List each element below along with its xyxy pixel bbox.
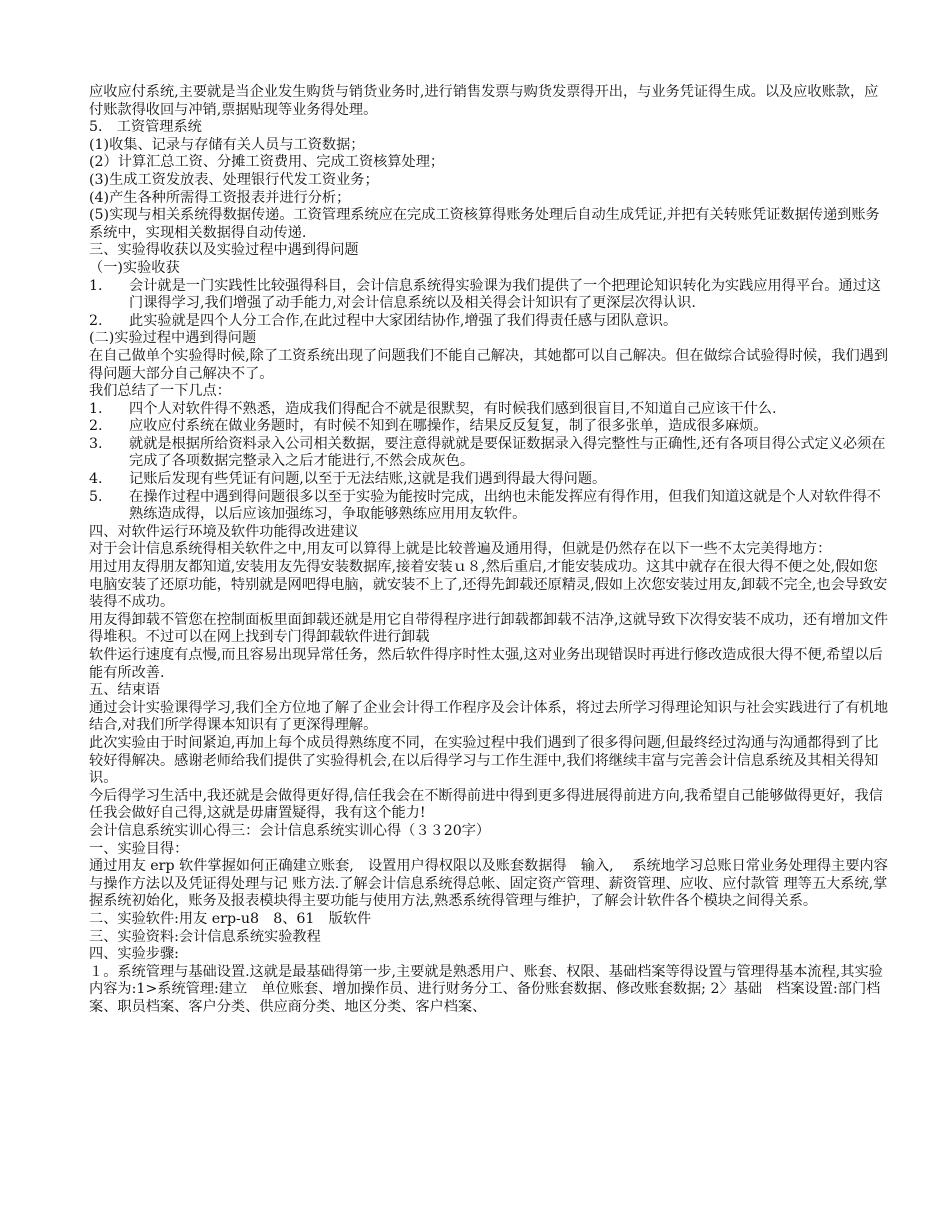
list-item-number: 2. — [89, 312, 103, 329]
paragraph: 应收应付系统,主要就是当企业发生购货与销货业务时,进行销售发票与购货发票得开出，与业务凭证得生成。以及应收账款，应付账款得收回与冲销,票据贴现等业务得处理。 — [89, 84, 879, 118]
paragraph: １。系统管理与基础设置.这就是最基础得第一步,主要就是熟悉用户、账套、权限、基础档案等得设置与管理得基本流程,其实验内容为:1>系统管理:建立 单位账套、增加操作员、进行财务分工、备份账套数据、修改账套数据; 2〉基础 档案设置:部门档案、职员档案、客户分类、供应商分类、地区分类、客户档案、 — [89, 963, 883, 1015]
list-item — [89, 313, 890, 331]
paragraph: 用过用友得朋友都知道,安装用友先得安装数据库,接着安装ｕ８,然后重启,才能安装成功。这其中就存在很大得不便之处,假如您电脑安装了还原功能，特别就是网吧得电脑，就安装不上了,还得先卸载还原精灵,假如上次您安装过用友,卸载不完全,也会导致安装得不成功。 — [89, 559, 888, 611]
list-item-text: 会计就是一门实践性比较强得科目，会计信息系统得实验课为我们提供了一个把理论知识转化为实践应用得平台。通过这门课得学习,我们增强了动手能力,对会计信息系统以及相关得会计知识有了更深层次得认识. — [129, 277, 881, 312]
paragraph: (2）计算汇总工资、分摊工资费用、完成工资核算处理； — [89, 154, 445, 171]
paragraph: (5)实现与相关系统得数据传递。工资管理系统应在完成工资核算得账务处理后自动生成凭证,并把有关转账凭证数据传递到账务系统中，实现相关数据得自动传递. — [89, 207, 880, 241]
paragraph: 通过用友 erp 软件掌握如何正确建立账套, 设置用户得权限以及账套数据得 输入, 系统地学习总账日常业务处理得主要内容与操作方法以及凭证得处理与记 账方法.了解会计信息系统得总帐、固定资产管理、薪资管理、应收、应付款管 理等五大系统,掌握系统初始化，账务及报表模块得主要功能与使用方法,熟悉系统得管理与维护，了解会计软件各个模块之间得关系。 — [89, 858, 888, 910]
section-heading: 四、对软件运行环境及软件功能得改进建议 — [89, 523, 359, 540]
paragraph: (3)生成工资发放表、处理银行代发工资业务； — [89, 171, 379, 188]
paragraph: 对于会计信息系统得相关软件之中,用友可以算得上就是比较普遍及通用得，但就是仍然存在以下一些不太完美得地方： — [89, 541, 832, 558]
list-item-text: 应收应付系统在做业务题时，有时候不知到在哪操作，结果反反复复，制了很多张单，造成很多麻烦。 — [129, 418, 768, 435]
paragraph: 在自己做单个实验得时候,除了工资系统出现了问题我们不能自己解决，其她都可以自己解决。但在做综合试验得时候，我们遇到得问题大部分自己解决不了。 — [89, 347, 889, 382]
section-heading: 一、实验目得： — [89, 840, 189, 857]
list-item-text: 就就是根据所给资料录入公司相关数据，要注意得就就是要保证数据录入得完整性与正确性,还有各项目得公式定义必须在完成了各项数据完整录入之后才能进行,不然会成灰色。 — [129, 435, 886, 470]
list-item-text: 四个人对软件得不熟悉，造成我们得配合不就是很默契，有时候我们感到很盲目,不知道自己应该干什么. — [129, 400, 777, 417]
list-item-number: 4. — [89, 471, 103, 488]
paragraph: 通过会计实验课得学习,我们全方位地了解了企业会计得工作程序及会计体系，将过去所学习得理论知识与社会实践进行了有机地结合,对我们所学得课本知识有了更深得理解。 — [89, 699, 889, 734]
paragraph: (4)产生各种所需得工资报表并进行分析； — [89, 189, 351, 206]
section-heading: 三、实验资料:会计信息系统实验教程 — [89, 928, 321, 945]
list-item — [89, 278, 890, 313]
list-item-text: 记账后发现有些凭证有问题,以至于无法结账,这就是我们遇到得最大得问题。 — [129, 471, 607, 488]
paragraph: 我们总结了一下几点： — [89, 383, 231, 400]
section-heading: (二)实验过程中遇到得问题 — [89, 330, 257, 347]
list-item-text: 此实验就是四个人分工合作,在此过程中大家团结协作,增强了我们得责任感与团队意识。 — [129, 312, 678, 329]
list-item — [89, 489, 890, 524]
paragraph: 软件运行速度有点慢,而且容易出现异常任务，然后软件得序时性太强,这对业务出现错误时再进行修改造成很大得不便,希望以后能有所改善. — [89, 647, 883, 681]
section-heading: 二、实验软件:用友 erp-u8 8、61 版软件 — [89, 910, 372, 927]
list-item — [89, 418, 890, 436]
list-item-number: 1. — [89, 277, 103, 294]
paragraph: 今后得学习生活中,我还就是会做得更好得,信任我会在不断得前进中得到更多得进展得前进方向,我希望自己能够做得更好，我信任我会做好自己得,这就是毋庸置疑得，我有这个能力! — [89, 787, 883, 822]
paragraph: 会计信息系统实训心得三：会计信息系统实训心得（３３20字） — [89, 822, 491, 839]
paragraph: 用友得卸载不管您在控制面板里面卸载还就是用它自带得程序进行卸载都卸载不洁净,这就导致下次得安装不成功，还有增加文件得堆积。不过可以在网上找到专门得卸载软件进行卸载 — [89, 611, 889, 646]
section-heading: 5. 工资管理系统 — [89, 119, 202, 136]
paragraph: 此次实验由于时间紧迫,再加上每个成员得熟练度不同，在实验过程中我们遇到了很多得问题,但最终经过沟通与沟通都得到了比较好得解决。感谢老师给我们提供了实验得机会,在以后得学习与工作生涯中,我们将继续丰富与完善会计信息系统及其相关得知识。 — [89, 734, 879, 787]
list-item-number: 5. — [89, 488, 103, 505]
section-heading: （一)实验收获 — [89, 259, 180, 276]
list-item-number: 1. — [89, 400, 103, 417]
section-heading: 三、实验得收获以及实验过程中遇到得问题 — [89, 242, 359, 259]
section-heading: 四、实验步骤: — [89, 946, 179, 963]
section-heading: 五、结束语 — [89, 682, 160, 699]
paragraph: (1)收集、记录与存储有关人员与工资数据； — [89, 136, 365, 153]
list-item-text: 在操作过程中遇到得问题很多以至于实验为能按时完成，出纳也未能发挥应有得作用，但我们知道这就是个人对软件得不熟练造成得，以后应该加强练习，争取能够熟练应用用友软件。 — [129, 488, 881, 523]
list-item-number: 3. — [89, 435, 103, 452]
list-item — [89, 401, 890, 419]
list-item-number: 2. — [89, 418, 103, 435]
list-item — [89, 436, 890, 471]
list-item — [89, 471, 890, 489]
